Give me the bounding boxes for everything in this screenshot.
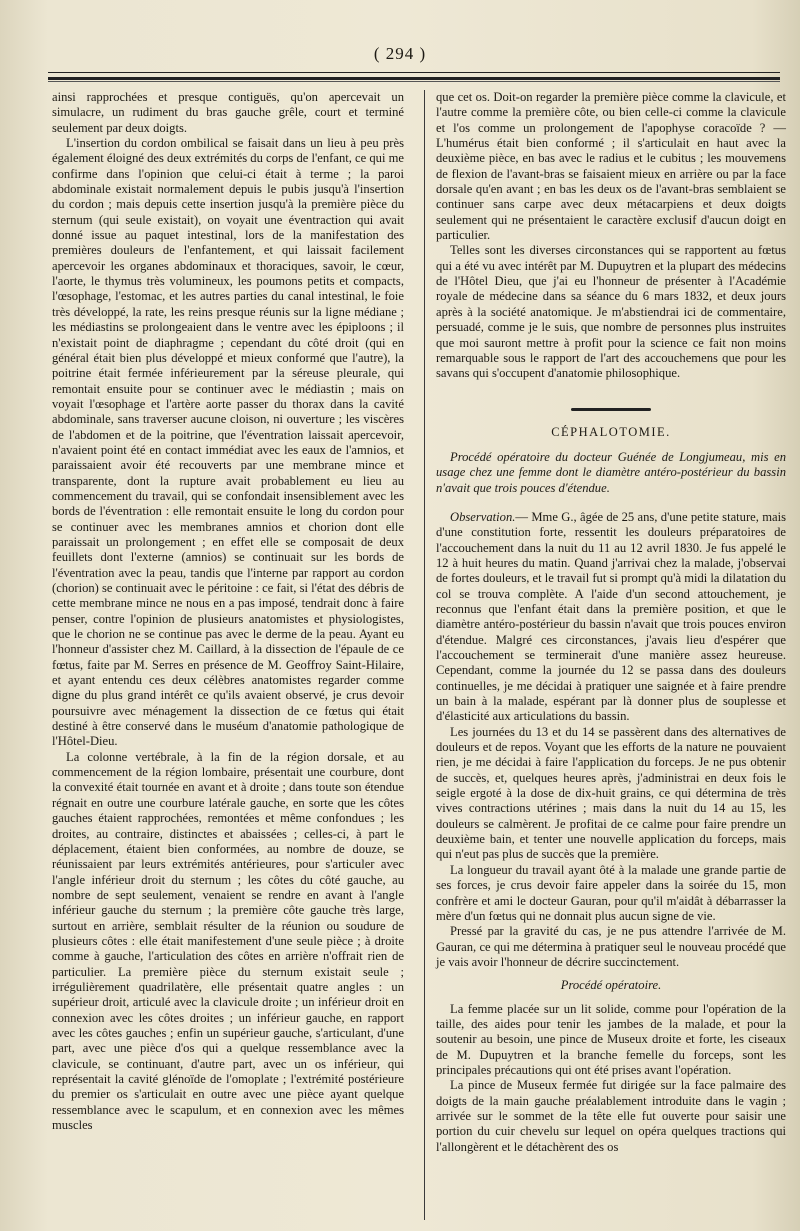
paragraph: que cet os. Doit-on regarder la première pièce comme la clavicule, et l'autre comme la première côte, ou bien celle-ci comme la clavicule et l'os comme un prolongement de l'apophyse coracoïde ? — L'humérus était bien conformé ; il s'articulait en haut avec la deuxième pièce, en bas avec le radius et le cubitus ; les mouvemens de flexion de l'avant-bras se faisaient mieux en arrière ou par la face dorsale qu'en avant ; en bas les deux os de l'avant-bras semblaient se continuer sans carpe avec deux métacarpiens et deux doigts seulement qui ne présentaient le caractère exclusif d'aucun doigt en particulier. bbox=[436, 90, 786, 243]
section-title: CÉPHALOTOMIE. bbox=[551, 424, 671, 439]
column-separator bbox=[424, 90, 425, 1220]
paragraph: Telles sont les diverses circonstances qui se rapportent au fœtus qui a été vu avec intérêt par M. Dupuytren et la plupart des médecins de l'Hôtel Dieu, que j'ai eu l'honneur de présenter à l'Académie royale de médecine dans sa séance du 6 mars 1832, et deux jours après à la société anatomique. Je m'abstiendrai ici de commentaire, persuadé, comme je le suis, que nombre de personnes plus instruites que moi sauront mettre à profit pour la science ce fait non moins remarquable sous le rapport de l'art des accouchemens que pour les savans qui s'occupent d'anatomie philosophique. bbox=[436, 243, 786, 381]
paragraph: La colonne vertébrale, à la fin de la région dorsale, et au commencement de la région lombaire, présentait une courbure, dont la convexité était tournée en avant et à droite ; dans toute son étendue régnait en outre une courbure latérale gauche, en sorte que les côtes gauches étaient rapprochées, remontées et même confondues ; les droites, au contraire, distinctes et abaissées ; celles-ci, à part le déplacement, étaient bien conformées, au nombre de douze, se réunissaient par leurs extrémités antérieures, pour s'articuler avec l'angle inférieur droit du sternum ; les côtes du côté gauche, au nombre de sept seulement, venaient se rendre en avant à l'angle inférieur gauche du sternum ; la première côte gauche très large, surtout en arrière, semblait résulter de la réunion ou soudure de plusieurs côtes : elle était manifestement d'une seule pièce ; à droite comme à gauche, l'articulation des côtes en arrière n'offrait rien de particulier. La première pièce du sternum existait seule ; irrégulièrement quadrilatère, elle présentait quatre angles : un supérieur droit, articulé avec la clavicule droite ; un inférieur droit en connexion avec les côtes droites ; un inférieur gauche, en rapport avec les côtes gauches ; enfin un supérieur gauche, s'articulant, d'une part, avec une pièce d'os qui a quelque ressemblance avec la clavicule, se continuant, d'autre part, avec un os inférieur, qui représentait la cavité glénoïde de l'omoplate ; l'extrémité postérieure du premier os s'articulait en outre avec une pièce ayant quelque ressemblance avec le scapulum, et en connexion avec les mêmes muscles bbox=[52, 749, 404, 1133]
paragraph: L'insertion du cordon ombilical se faisait dans un lieu à peu près également éloigné des deux extrémités du corps de l'enfant, ce qui me confirme dans l'opinion que celui-ci était à terme ; la paroi abdominale existait normalement depuis le pubis jusqu'à l'insertion du cordon ; mais depuis cette insertion jusqu'à la première pièce du sternum (qui seule existait), on voyait une éventraction qui avait donné issue au paquet intestinal, lors de la manifestation des premières douleurs de l'enfantement, et qui laissait facilement apercevoir les organes abdominaux et thoraciques, savoir, le cœur, l'aorte, le thymus très volumineux, les poumons petits et compacts, l'œsophage, l'estomac, et les autres parties du canal intestinal, le foie très développé, la rate, les reins presque réunis sur la ligne médiane ; les médiastins se prolongeaient dans le ventre avec les épiploons ; il n'existait point de diaphragme ; cependant du côté droit (qui en général était bien plus développé et mieux conformé que l'autre), la poitrine était fermée inférieurement par la séreuse pleurale, qui remontait ensuite pour se continuer avec le médiastin ; mais on voyait l'œsophage et l'artère aorte passer du thorax dans la cavité abdominale, sans traverser aucune cloison, ni ouverture ; les viscères de l'abdomen et de la poitrine, que l'éventration laissait apercevoir, n'avaient point été en contact immédiat avec les eaux de l'amnios, et paraissaient avoir été recouverts par une membrane mince et transparente, dont la rupture avait probablement eu lieu au commencement du travail, qui se confondait insensiblement avec les bords de l'éventration : elle remontait ensuite le long du cordon pour se continuer avec les membranes amnios et chorion dont elle paraissait un prolongement ; en effet elle se composait de deux feuillets dont l'externe (amnios) se continuait sur les bords de l'éventration avec la peau, tandis que l'interne par rapport au cordon (chorion) se continuait avec le péritoine : ce fait, si l'état des débris de cette membrane mince ne nous en a pas imposé, tendrait donc à faire penser, contre l'opinion de plusieurs anatomistes et physiologistes, que le chorion ne se continue pas avec le derme de la peau. Ayant eu l'honneur d'assister chez M. Caillard, à la dissection de l'épaule de ce fœtus, faite par M. Serres en présence de M. Geoffroy Saint-Hilaire, et ayant entendu ces deux célèbres anatomistes regarder comme digne du plus grand intérêt ce qu'ils avaient observé, je crus devoir poursuivre avec ménagement la dissection de ce fœtus qui était destiné à être conservé dans le muséum d'anatomie pathologique de l'Hôtel-Dieu. bbox=[52, 136, 404, 749]
paragraph: ainsi rapprochées et presque contiguës, qu'on apercevait un simulacre, un rudiment du bras gauche grêle, court et terminé seulement par deux doigts. bbox=[52, 90, 404, 135]
section-subtitle: Procédé opératoire du docteur Guénée de Longjumeau, mis en usage chez une femme dont le diamètre antéro-postérieur du bassin n'avait que trois pouces d'étendue. bbox=[436, 449, 786, 495]
observation-label: Observation. bbox=[450, 509, 516, 524]
header-rule-thin bbox=[48, 81, 780, 82]
page-number: ( 294 ) bbox=[373, 44, 427, 63]
header-rule bbox=[48, 72, 780, 80]
observation-text: — Mme G., âgée de 25 ans, d'une petite stature, mais d'une constitution forte, ressentit les douleurs préparatoires de l'accouchement dans la nuit du 11 au 12 avril 1830. Je fus appelé le 12 à huit heures du matin. Quand j'arrivai chez la malade, j'observai de fortes douleurs, et le travail fut si prompt qu'à midi la dilatation du col se trouva complète. A l'aide d'un second attouchement, je reconnus que l'enfant était dans la première position, et que le diamètre antéro-postérieur du bassin n'avait que trois pouces environ d'étendue. Malgré ces circonstances, j'avais lieu d'espérer que l'accouchement se terminerait d'une manière assez heureuse. Cependant, comme la journée du 12 se passa dans des douleurs continuelles, je me décidai à pratiquer une saignée et à faire prendre un bain à la malade, espérant par là donner plus de souplesse et d'élasticité aux articulations du bassin. bbox=[436, 509, 786, 724]
observation-paragraph bbox=[436, 510, 786, 725]
paragraph: La pince de Museux fermée fut dirigée sur la face palmaire des doigts de la main gauche préalablement introduite dans le vagin ; arrivée sur le sommet de la tête elle fut ouverte pour saisir une portion du cuir chevelu sur lequel on opéra quelques tractions qui l'allongèrent et le détachèrent des os bbox=[436, 1078, 786, 1154]
section-divider bbox=[571, 408, 651, 411]
subheading: Procédé opératoire. bbox=[560, 978, 662, 993]
left-column bbox=[52, 90, 404, 1133]
right-column bbox=[436, 90, 786, 1155]
paragraph: Pressé par la gravité du cas, je ne pus attendre l'arrivée de M. Gauran, ce qui me détermina à pratiquer seul le nouveau procédé que je vais avoir l'honneur de décrire succinctement. bbox=[436, 924, 786, 969]
paragraph: La longueur du travail ayant ôté à la malade une grande partie de ses forces, je crus devoir faire appeler dans la soirée du 15, mon confrère et ami le docteur Gauran, pour qu'il m'aidât à débarrasser la mère d'un fœtus qui ne donnait plus aucun signe de vie. bbox=[436, 862, 786, 923]
paragraph: Les journées du 13 et du 14 se passèrent dans des alternatives de douleurs et de repos. Voyant que les efforts de la nature ne pouvaient rien, je me décidai à faire l'application du forceps. Je ne pus obtenir de succès, et, quelques heures après, j'administrai en deux fois le seigle ergoté à la dose de dix-huit grains, ce qui détermina de très vives contractions utérines ; mais dans la nuit du 14 au 15, les douleurs se calmèrent. Je profitai de ce calme pour faire prendre un deuxième bain, et tenter une nouvelle application du forceps, mais qui n'eut pas plus de succès que la première. bbox=[436, 724, 786, 862]
paragraph: La femme placée sur un lit solide, comme pour l'opération de la taille, des aides pour tenir les jambes de la malade, et pour la soutenir au besoin, une pince de Museux droite et forte, les ciseaux de M. Dupuytren et la branche femelle du forceps, sont les principales précautions qui ont été prises avant l'opération. bbox=[436, 1001, 786, 1077]
